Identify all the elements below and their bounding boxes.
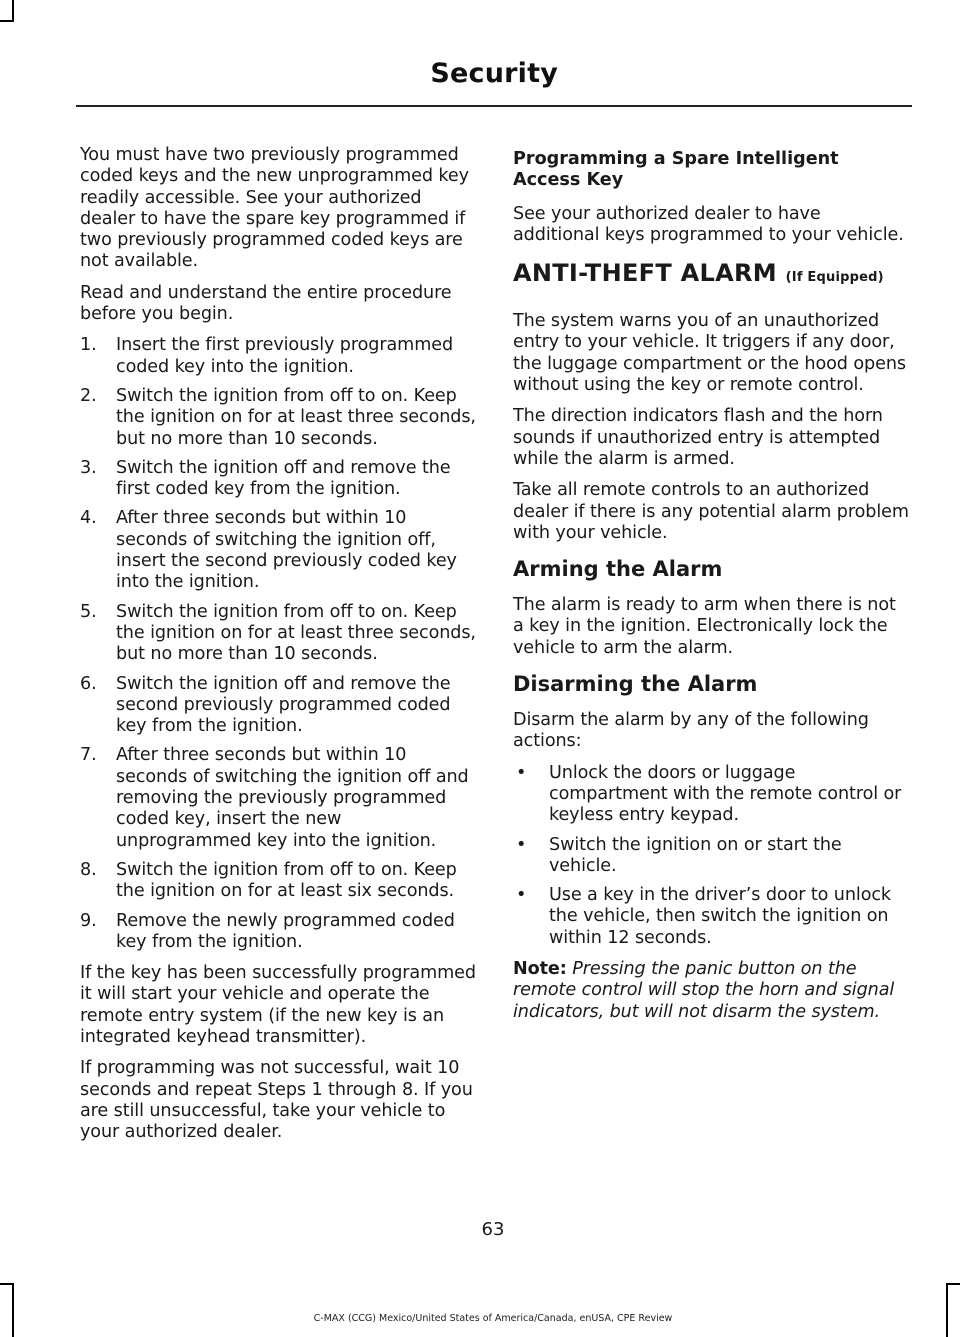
page-title: Security: [430, 58, 558, 89]
alarm-heading-note: (If Equipped): [785, 270, 884, 286]
crop-mark: [0, 20, 14, 22]
note-label: Note:: [513, 959, 567, 980]
step-number: 7.: [80, 745, 97, 766]
disarming-intro: Disarm the alarm by any of the following actions:: [513, 710, 869, 752]
list-item: [513, 885, 909, 949]
left-column: [80, 145, 478, 1153]
list-item: [80, 860, 478, 903]
list-item: [80, 674, 478, 738]
list-item: [80, 745, 478, 851]
disarm-actions-list: [513, 763, 909, 949]
disarming-heading: Disarming the Alarm: [513, 672, 758, 697]
alarm-heading-title: ANTI-THEFT ALARM: [513, 259, 777, 288]
spare-key-heading: Programming a Spare Intelligent Access Key: [513, 149, 839, 191]
step-text: Remove the newly programmed coded key from the ignition.: [116, 910, 455, 952]
list-item: [80, 602, 478, 666]
step-text: Switch the ignition from off to on. Keep the ignition on for at least six seconds.: [116, 859, 457, 902]
crop-mark: [12, 1283, 14, 1337]
bullet-text: Unlock the doors or luggage compartment with the remote control or keyless entry keypad.: [549, 762, 902, 826]
crop-mark: [12, 0, 14, 20]
footer-text: C-MAX (CCG) Mexico/United States of America/Canada, enUSA, CPE Review: [313, 1313, 673, 1324]
read-first-paragraph: Read and understand the entire procedure before you begin.: [80, 282, 452, 325]
step-text: Insert the first previously programmed coded key into the ignition.: [116, 335, 454, 377]
alarm-paragraph: Take all remote controls to an authorized dealer if there is any potential alarm problem with your vehicle.: [513, 480, 909, 543]
step-number: 9.: [80, 910, 97, 931]
step-number: 3.: [80, 457, 97, 478]
bullet-text: Switch the ignition on or start the vehicle.: [549, 834, 842, 876]
list-item: [80, 458, 478, 501]
list-item: [80, 386, 478, 450]
section-heading: [513, 258, 909, 293]
list-item: [80, 508, 478, 593]
success-paragraph: If the key has been successfully programmed it will start your vehicle and operate the remote entry system (if the new key is an integrated keyhead transmitter).: [80, 963, 476, 1047]
step-text: After three seconds but within 10 seconds of switching the ignition off, insert the second previously coded key into the ignition.: [116, 508, 457, 593]
right-column: [513, 145, 909, 1033]
crop-mark: [946, 1283, 960, 1285]
step-number: 2.: [80, 385, 97, 406]
step-number: 1.: [80, 335, 97, 356]
step-text: Switch the ignition from off to on. Keep the ignition on for at least three seconds, but no more than 10 seconds.: [116, 385, 476, 449]
spare-key-paragraph: See your authorized dealer to have additional keys programmed to your vehicle.: [513, 203, 904, 245]
alarm-paragraph: The direction indicators flash and the horn sounds if unauthorized entry is attempted while the alarm is armed.: [513, 406, 883, 469]
bullet-icon: •: [516, 885, 527, 906]
note-text: Pressing the panic button on the remote control will stop the horn and signal indicators, but will not disarm the system.: [513, 959, 895, 1022]
bullet-icon: •: [516, 762, 527, 783]
list-item: [513, 835, 909, 878]
step-number: 8.: [80, 859, 97, 880]
step-number: 4.: [80, 508, 97, 529]
step-text: Switch the ignition off and remove the first coded key from the ignition.: [116, 457, 451, 500]
crop-mark: [946, 1283, 948, 1337]
step-text: Switch the ignition off and remove the second previously programmed coded key from the ignition.: [116, 673, 451, 737]
arming-heading: Arming the Alarm: [513, 557, 723, 582]
page-number: 63: [481, 1219, 505, 1240]
list-item: [513, 763, 909, 827]
bullet-text: Use a key in the driver’s door to unlock the vehicle, then switch the ignition on within 12 seconds.: [549, 885, 892, 948]
failure-paragraph: If programming was not successful, wait 10 seconds and repeat Steps 1 through 8. If you are still unsuccessful, take your vehicle to your authorized dealer.: [80, 1058, 473, 1143]
bullet-icon: •: [516, 834, 527, 855]
intro-paragraph: You must have two previously programmed coded keys and the new unprogrammed key readily accessible. See your authorized dealer to have the spare key programmed if two previously programmed coded keys are not available.: [80, 145, 469, 272]
step-text: After three seconds but within 10 seconds of switching the ignition off and removing the previously programmed coded key, insert the new unprogrammed key into the ignition.: [116, 745, 469, 851]
list-item: [80, 911, 478, 954]
step-number: 5.: [80, 601, 97, 622]
crop-mark: [0, 1283, 14, 1285]
header-divider: [76, 105, 912, 107]
list-item: [80, 335, 478, 378]
arming-paragraph: The alarm is ready to arm when there is not a key in the ignition. Electronically lock the vehicle to arm the alarm.: [513, 595, 896, 658]
step-text: Switch the ignition from off to on. Keep the ignition on for at least three seconds, but no more than 10 seconds.: [116, 601, 476, 665]
procedure-steps: [80, 335, 478, 953]
alarm-paragraph: The system warns you of an unauthorized entry to your vehicle. It triggers if any door, the luggage compartment or the hood opens without using the key or remote control.: [513, 311, 906, 396]
step-number: 6.: [80, 673, 97, 694]
note-paragraph: [513, 959, 909, 1023]
